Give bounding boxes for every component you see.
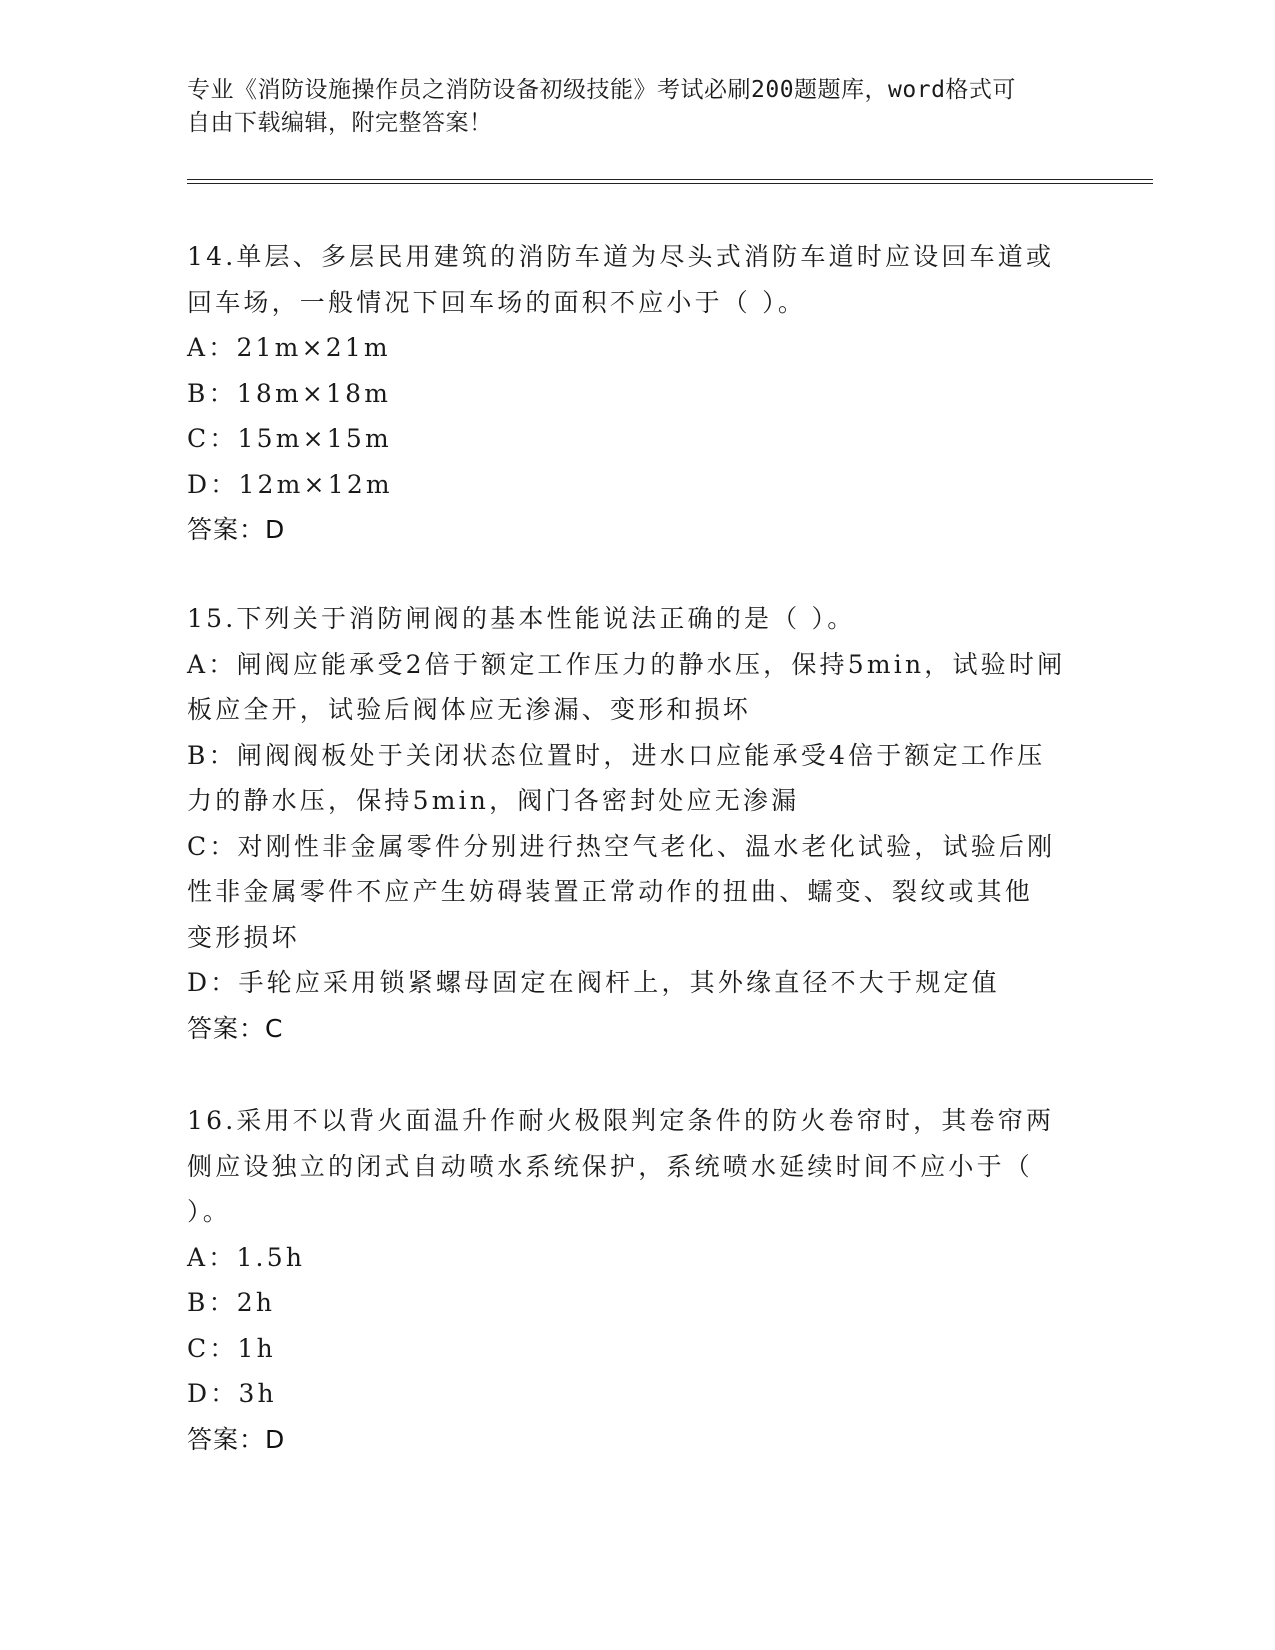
question-text-line: 15.下列关于消防闸阀的基本性能说法正确的是（ ）。 (187, 604, 856, 633)
option-c: C：1h (187, 1333, 276, 1363)
option-a: A：闸阀应能承受2倍于额定工作压力的静水压，保持5min，试验时闸 (187, 649, 1066, 679)
option-d: D：3h (187, 1379, 277, 1408)
option-d: D：12m×12m (187, 469, 393, 499)
option-c-continued: 性非金属零件不应产生妨碍装置正常动作的扭曲、蠕变、裂纹或其他 (187, 877, 1034, 906)
option-b: B：18m×18m (187, 378, 392, 408)
answer-line: 答案：D (187, 1424, 286, 1454)
option-d: D：手轮应采用锁紧螺母固定在阀杆上，其外缘直径不大于规定值 (187, 968, 1000, 997)
header-divider (187, 179, 1153, 184)
question-14 (187, 234, 1087, 553)
question-text-line: 回车场，一般情况下回车场的面积不应小于（ ）。 (187, 287, 807, 317)
question-text-line: 侧应设独立的闭式自动喷水系统保护，系统喷水延续时间不应小于（ (187, 1151, 1034, 1181)
answer-line: 答案：D (187, 515, 286, 544)
question-text-line: ）。 (187, 1197, 231, 1226)
question-16 (187, 1098, 1087, 1462)
document-header (187, 74, 1087, 140)
option-c: C：对刚性非金属零件分别进行热空气老化、温水老化试验，试验后刚 (187, 831, 1056, 861)
question-text-line: 14.单层、多层民用建筑的消防车道为尽头式消防车道时应设回车道或 (187, 242, 1055, 271)
option-b-continued: 力的静水压，保持5min，阀门各密封处应无渗漏 (187, 786, 800, 815)
option-a-continued: 板应全开，试验后阀体应无渗漏、变形和损坏 (187, 695, 752, 724)
option-b: B：闸阀阀板处于关闭状态位置时，进水口应能承受4倍于额定工作压 (187, 740, 1046, 770)
option-a: A：21m×21m (187, 333, 391, 362)
option-c: C：15m×15m (187, 424, 392, 453)
answer-line: 答案：C (187, 1013, 284, 1043)
question-text-line: 16.采用不以背火面温升作耐火极限判定条件的防火卷帘时，其卷帘两 (187, 1106, 1055, 1135)
option-c-continued: 变形损坏 (187, 922, 300, 952)
question-15 (187, 596, 1087, 1051)
option-b: B：2h (187, 1288, 276, 1317)
option-a: A：1.5h (187, 1242, 306, 1272)
header-line-2: 自由下载编辑，附完整答案！ (187, 110, 493, 136)
header-line-1: 专业《消防设施操作员之消防设备初级技能》考试必刷200题题库，word格式可 (187, 77, 1016, 103)
